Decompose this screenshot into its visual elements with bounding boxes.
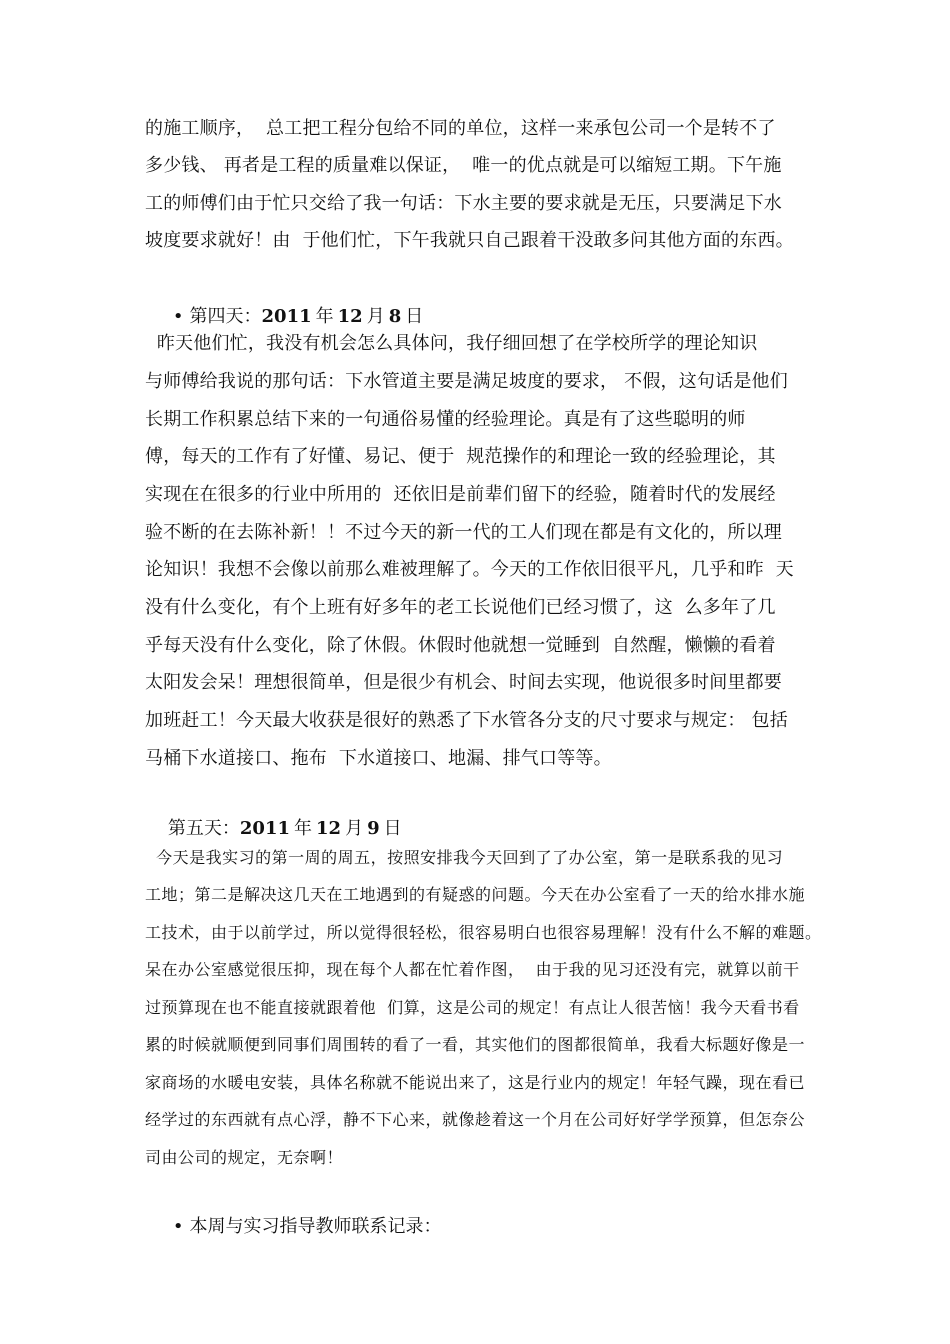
- day5-day: 9: [367, 818, 380, 839]
- day4-month: 12: [337, 306, 363, 327]
- text-line: 实现在在很多的行业中所用的 还依旧是前辈们留下的经验，随着时代的发展经: [145, 484, 776, 505]
- day4-day-unit: 日: [405, 306, 424, 327]
- text-line: 傅，每天的工作有了好懂、易记、便于 规范操作的和理论一致的经验理论，其: [145, 446, 776, 467]
- day5-prefix: 第五天：: [167, 818, 240, 839]
- day5-day-unit: 日: [383, 818, 402, 839]
- day5-year: 2011: [239, 818, 290, 839]
- day4-year-unit: 年: [315, 306, 334, 327]
- day4-year: 2011: [261, 306, 312, 327]
- text-line: 马桶下水道接口、拖布 下水道接口、地漏、排气口等等。: [145, 748, 612, 769]
- text-line: 验不断的在去陈补新！！不过今天的新一代的工人们现在都是有文化的，所以理: [145, 522, 782, 543]
- day5-year-unit: 年: [294, 818, 312, 839]
- day4-day: 8: [388, 306, 402, 327]
- text-line: 论知识！我想不会像以前那么难被理解了。今天的工作依旧很平凡，几乎和昨 天: [145, 559, 794, 580]
- text-line: 与师傅给我说的那句话：下水管道主要是满足坡度的要求， 不假，这句话是他们: [145, 371, 788, 392]
- bullet: •: [172, 306, 184, 327]
- day5-month: 12: [316, 818, 342, 839]
- text-line: 累的时候就顺便到同事们周围转的看了一看，其实他们的图都很简单，我看大标题好像是一: [145, 1035, 806, 1054]
- day4-prefix: 第四天：: [189, 306, 262, 327]
- text-line: 经学过的东西就有点心浮，静不下心来，就像趁着这一个月在公司好好学学预算，但怎奈公: [145, 1110, 806, 1129]
- text-line: 今天是我实习的第一周的周五，按照安排我今天回到了了办公室，第一是联系我的见习: [145, 848, 784, 867]
- text-line: 多少钱、 再者是工程的质量难以保证， 唯一的优点就是可以缩短工期。下午施: [145, 155, 782, 176]
- day4-month-unit: 月: [366, 306, 385, 327]
- text-line: 加班赶工！今天最大收获是很好的熟悉了下水管各分支的尺寸要求与规定： 包括: [145, 710, 788, 731]
- day5-month-unit: 月: [345, 818, 364, 839]
- bullet: •: [172, 1216, 184, 1237]
- text-line: 昨天他们忙，我没有机会怎么具体问，我仔细回想了在学校所学的理论知识: [145, 333, 758, 354]
- contact-record-heading: [150, 1194, 442, 1260]
- text-line: 家商场的水暖电安装，具体名称就不能说出来了，这是行业内的规定！年轻气躁，现在看已: [145, 1073, 806, 1092]
- text-line: 坡度要求就好！由 于他们忙，下午我就只自己跟着干没敢多问其他方面的东西。: [145, 230, 794, 251]
- text-line: 工地；第二是解决这几天在工地遇到的有疑惑的问题。今天在办公室看了一天的给水排水施: [145, 885, 806, 904]
- text-line: 太阳发会呆！理想很简单，但是很少有机会、时间去实现，他说很多时间里都要: [145, 672, 782, 693]
- text-line: 没有什么变化，有个上班有好多年的老工长说他们已经习惯了，这 么多年了几: [145, 597, 776, 618]
- text-line: 的施工顺序， 总工把工程分包给不同的单位，这样一来承包公司一个是转不了: [145, 118, 776, 139]
- text-line: 司由公司的规定，无奈啊！: [145, 1148, 344, 1167]
- text-line: 长期工作积累总结下来的一句通俗易懂的经验理论。真是有了这些聪明的师: [145, 409, 746, 430]
- text-line: 工技术，由于以前学过，所以觉得很轻松，很容易明白也很容易理解！没有什么不解的难题。: [145, 923, 822, 942]
- contact-record-label: 本周与实习指导教师联系记录：: [189, 1216, 442, 1237]
- text-line: 呆在办公室感觉很压抑，现在每个人都在忙着作图， 由于我的见习还没有完，就算以前干: [145, 960, 800, 979]
- text-line: 过预算现在也不能直接就跟着他 们算，这是公司的规定！有点让人很苦恼！我今天看书看: [145, 998, 800, 1017]
- text-line: 工的师傅们由于忙只交给了我一句话：下水主要的要求就是无压，只要满足下水: [145, 193, 782, 214]
- text-line: 乎每天没有什么变化，除了休假。休假时他就想一觉睡到 自然醒，懒懒的看着: [145, 635, 776, 656]
